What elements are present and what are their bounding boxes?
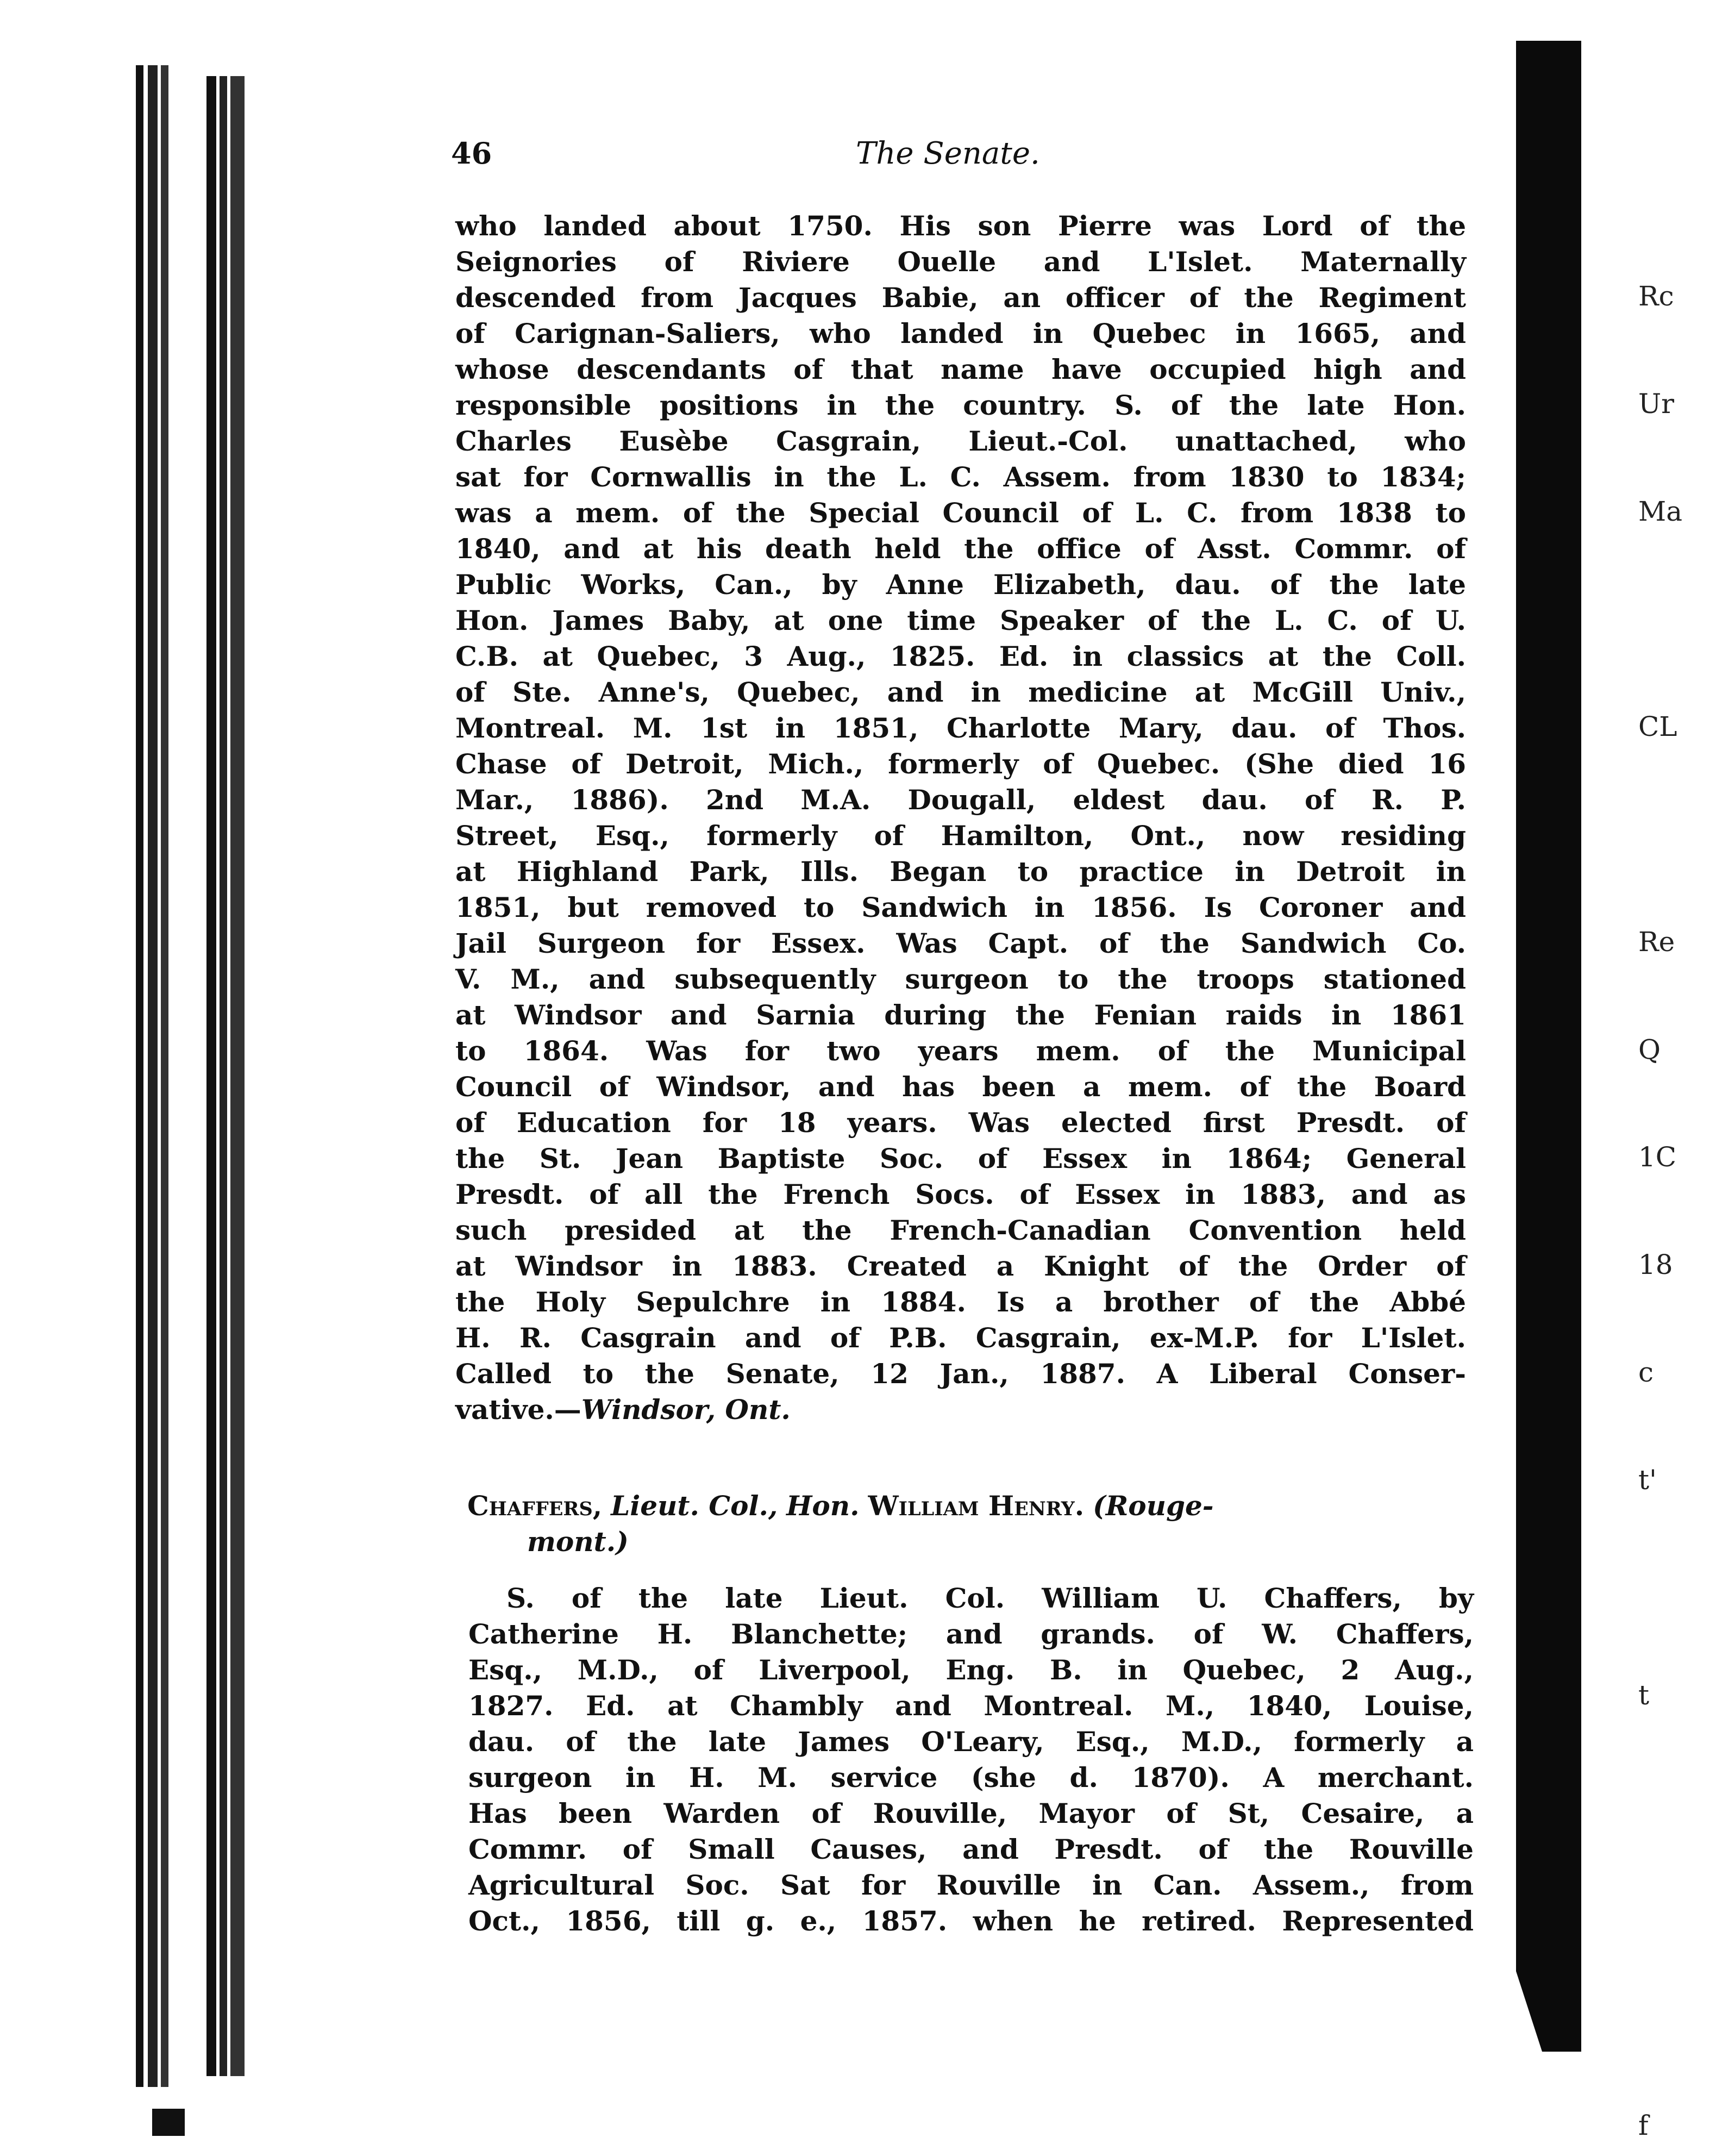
text-line: of Ste. Anne's, Quebec, and in medicine at McGill Univ.,	[455, 676, 1466, 708]
text-line: 1827. Ed. at Chambly and Montreal. M., 1840, Louise,	[468, 1690, 1474, 1722]
residence: Windsor, Ont.	[581, 1393, 791, 1426]
text-line: Called to the Senate, 12 Jan., 1887. A Liberal Conser-	[455, 1358, 1466, 1390]
text-line: Chase of Detroit, Mich., formerly of Quebec. (She died 16	[455, 748, 1466, 780]
text-line: of Carignan-Saliers, who landed in Quebec in 1665, and	[455, 317, 1466, 349]
next-page-fragments	[1638, 207, 1714, 2156]
text-line: at Windsor in 1883. Created a Knight of the Order of	[455, 1250, 1466, 1282]
text-line: the Holy Sepulchre in 1884. Is a brother of the Abbé	[455, 1286, 1466, 1318]
text-line: the St. Jean Baptiste Soc. of Essex in 1864; General	[455, 1142, 1466, 1174]
page-number: 46	[451, 136, 492, 171]
text-line: S. of the late Lieut. Col. William U. Chaffers, by	[506, 1582, 1474, 1614]
text-line: Public Works, Can., by Anne Elizabeth, dau. of the late	[455, 568, 1466, 601]
text-line: H. R. Casgrain and of P.B. Casgrain, ex-M.P. for L'Islet.	[455, 1322, 1466, 1354]
text-line: Council of Windsor, and has been a mem. of the Board	[455, 1071, 1466, 1103]
fragment	[1638, 1785, 1714, 1821]
text-line: who landed about 1750. His son Pierre was Lord of the	[455, 210, 1466, 242]
fragment: Ur	[1638, 388, 1675, 420]
text-line: Mar., 1886). 2nd M.A. Dougall, eldest dau. of R. P.	[455, 784, 1466, 816]
text-line: Catherine H. Blanchette; and grands. of W. Chaffers,	[468, 1618, 1474, 1650]
entry-surname: Chaffers,	[467, 1490, 603, 1522]
text-line: whose descendants of that name have occupied high and	[455, 353, 1466, 385]
entry-chaffers-heading	[467, 1488, 1467, 1560]
text-line: Montreal. M. 1st in 1851, Charlotte Mary, dau. of Thos.	[455, 712, 1466, 744]
fragment: Q	[1638, 1034, 1661, 1065]
fragment: c	[1638, 1357, 1654, 1388]
text-line: C.B. at Quebec, 3 Aug., 1825. Ed. in classics at the Coll.	[455, 640, 1466, 672]
fragment: 1C	[1638, 1141, 1677, 1173]
entry-division-open: (Rouge-	[1093, 1490, 1214, 1522]
text-line: of Education for 18 years. Was elected first Presdt. of	[455, 1107, 1466, 1139]
fragment	[1638, 1570, 1714, 1605]
text-line: Esq., M.D., of Liverpool, Eng. B. in Quebec, 2 Aug.,	[468, 1654, 1474, 1686]
binding-shadow-left	[136, 65, 168, 2087]
final-line-prefix: vative.—	[455, 1393, 581, 1426]
binding-mark	[152, 2109, 185, 2136]
entry-division-close: mont.)	[527, 1526, 629, 1558]
running-title: The Senate.	[856, 136, 1040, 171]
text-line: sat for Cornwallis in the L. C. Assem. from 1830 to 1834;	[455, 461, 1466, 493]
text-line: Commr. of Small Causes, and Presdt. of the Rouville	[468, 1833, 1474, 1865]
text-line: Presdt. of all the French Socs. of Essex in 1883, and as	[455, 1178, 1466, 1210]
text-line: Hon. James Baby, at one time Speaker of the L. C. of U.	[455, 604, 1466, 636]
fragment	[1638, 601, 1714, 637]
fragment: t'	[1638, 1464, 1657, 1496]
text-line: Charles Eusèbe Casgrain, Lieut.-Col. unattached, who	[455, 425, 1466, 457]
entry-rank: Lieut. Col.,	[611, 1490, 778, 1522]
fragment	[1638, 1892, 1714, 1928]
text-line: such presided at the French-Canadian Convention held	[455, 1214, 1466, 1246]
text-line: 1851, but removed to Sandwich in 1856. Is Coroner and	[455, 891, 1466, 923]
text-line: Street, Esq., formerly of Hamilton, Ont., now residing	[455, 820, 1466, 852]
fragment: Rc	[1638, 280, 1674, 312]
text-line: Seignories of Riviere Ouelle and L'Islet. Maternally	[455, 246, 1466, 278]
text-line: V. M., and subsequently surgeon to the troops stationed	[455, 963, 1466, 995]
fragment: Ma	[1638, 496, 1683, 527]
text-line: at Windsor and Sarnia during the Fenian raids in 1861	[455, 999, 1466, 1031]
binding-shadow-inner	[206, 76, 245, 2076]
fragment	[1638, 816, 1714, 852]
text-line: dau. of the late James O'Leary, Esq., M.D., formerly a	[468, 1726, 1474, 1758]
fragment	[1638, 2000, 1714, 2036]
text-line: Agricultural Soc. Sat for Rouville in Can. Assem., from	[468, 1869, 1474, 1901]
text-line: responsible positions in the country. S. of the late Hon.	[455, 389, 1466, 421]
fragment: CL	[1638, 711, 1677, 742]
text-line: surgeon in H. M. service (she d. 1870). A merchant.	[468, 1761, 1474, 1793]
page-edge-right	[1516, 41, 1581, 2052]
text-line-final	[455, 1392, 1466, 1428]
entry-casgrain-text	[455, 208, 1466, 1428]
fragment: f	[1638, 2110, 1649, 2141]
entry-chaffers-text	[468, 1580, 1474, 1939]
fragment: Re	[1638, 926, 1675, 958]
page-header	[451, 136, 1483, 179]
text-line: at Highland Park, Ills. Began to practice in Detroit in	[455, 855, 1466, 888]
fragment: 18	[1638, 1249, 1673, 1280]
text-line: Jail Surgeon for Essex. Was Capt. of the Sandwich Co.	[455, 927, 1466, 959]
text-line: Has been Warden of Rouville, Mayor of St, Cesaire, a	[468, 1797, 1474, 1829]
entry-given-names: William Henry.	[868, 1490, 1085, 1522]
fragment: t	[1638, 1679, 1650, 1711]
text-line: 1840, and at his death held the office of Asst. Commr. of	[455, 533, 1466, 565]
entry-honorific: Hon.	[786, 1490, 860, 1522]
text-line: descended from Jacques Babie, an officer of the Regiment	[455, 282, 1466, 314]
text-line: was a mem. of the Special Council of L. C. from 1838 to	[455, 497, 1466, 529]
text-line: to 1864. Was for two years mem. of the Municipal	[455, 1035, 1466, 1067]
text-line: Oct., 1856, till g. e., 1857. when he retired. Represented	[468, 1905, 1474, 1937]
